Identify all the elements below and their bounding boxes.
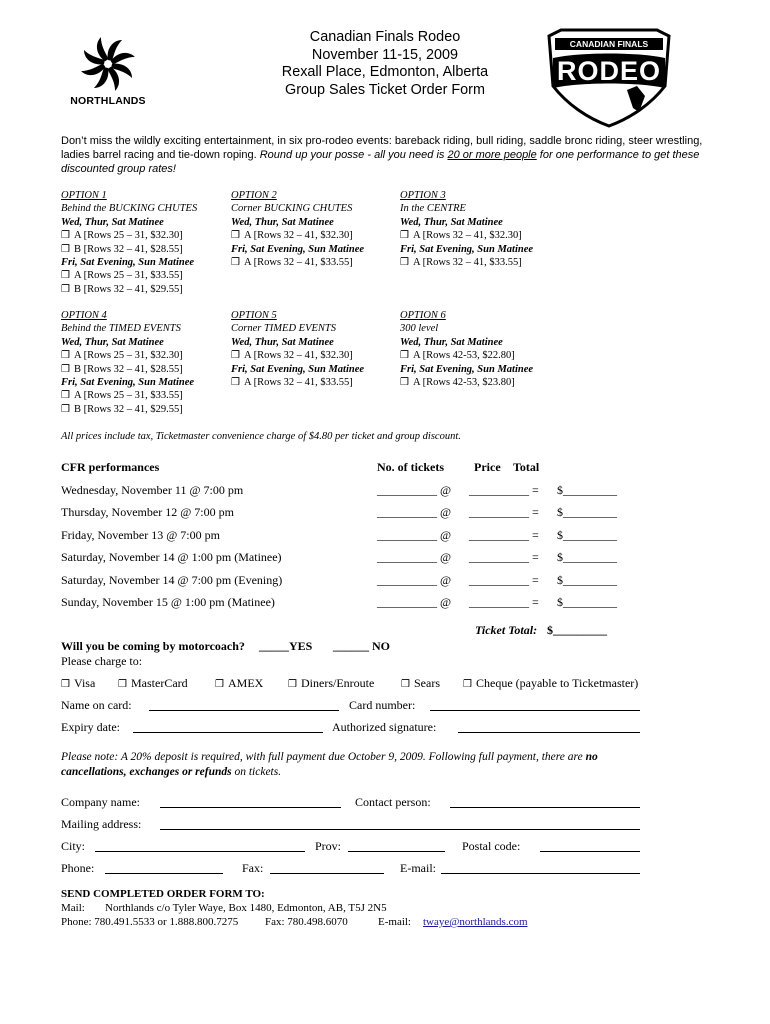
tickets-field[interactable]: __________ @ bbox=[377, 527, 452, 542]
option-seat-label: A [Rows 25 – 31, $33.55] bbox=[74, 390, 183, 402]
total-field[interactable]: $_________ bbox=[557, 505, 617, 520]
name-on-card-field[interactable] bbox=[149, 699, 339, 711]
option-seat-label: A [Rows 32 – 41, $32.30] bbox=[413, 230, 522, 242]
send-fax: Fax: 780.498.6070 bbox=[265, 916, 348, 928]
performance-row bbox=[61, 483, 661, 501]
price-field[interactable]: __________ = bbox=[469, 572, 539, 587]
payment-option-label: Diners/Enroute bbox=[301, 676, 375, 690]
form-title: Group Sales Ticket Order Form bbox=[285, 81, 485, 98]
send-heading: SEND COMPLETED ORDER FORM TO: bbox=[61, 888, 265, 900]
total-field[interactable]: $_________ bbox=[557, 595, 617, 609]
deposit-note-end: on tickets. bbox=[231, 766, 282, 778]
ticket-total-field[interactable]: $_________ bbox=[547, 623, 607, 637]
event-venue: Rexall Place, Edmonton, Alberta bbox=[281, 64, 489, 80]
checkbox-icon[interactable]: ❒ bbox=[61, 363, 70, 375]
city-label: City: bbox=[61, 839, 86, 853]
payment-option[interactable] bbox=[463, 676, 638, 691]
tickets-field[interactable]: __________ @ bbox=[377, 505, 452, 520]
phone-field[interactable] bbox=[105, 862, 223, 874]
price-field[interactable]: __________ = bbox=[469, 483, 539, 497]
authorized-signature-field[interactable] bbox=[458, 721, 640, 733]
payment-option[interactable] bbox=[288, 676, 374, 691]
payment-option[interactable] bbox=[215, 676, 263, 691]
checkbox-icon[interactable]: ❒ bbox=[400, 350, 409, 362]
checkbox-icon[interactable]: ❒ bbox=[463, 679, 472, 690]
tickets-field[interactable]: __________ @ bbox=[377, 483, 452, 497]
payment-option[interactable] bbox=[61, 676, 95, 691]
option-subtitle: Corner TIMED EVENTS bbox=[231, 323, 336, 335]
option-title: OPTION 6 bbox=[400, 310, 446, 321]
checkbox-icon[interactable]: ❒ bbox=[215, 679, 224, 690]
option-seat-choice[interactable] bbox=[400, 376, 533, 389]
option-subtitle: Behind the BUCKING CHUTES bbox=[61, 203, 198, 215]
checkbox-icon[interactable]: ❒ bbox=[61, 350, 70, 362]
option-day-group: Wed, Thur, Sat Matinee bbox=[400, 336, 503, 348]
option-seat-choice[interactable] bbox=[61, 283, 197, 296]
charge-label: Please charge to: bbox=[61, 654, 143, 668]
option-seat-label: B [Rows 32 – 41, $29.55] bbox=[74, 283, 183, 295]
checkbox-icon[interactable]: ❒ bbox=[118, 679, 127, 690]
mailing-address-field[interactable] bbox=[160, 818, 640, 830]
checkbox-icon[interactable]: ❒ bbox=[61, 270, 70, 282]
col-performance-header: CFR performances bbox=[61, 460, 160, 474]
option-day-group: Fri, Sat Evening, Sun Matinee bbox=[61, 257, 195, 269]
option-seat-choice[interactable] bbox=[61, 403, 194, 416]
checkbox-icon[interactable]: ❒ bbox=[61, 679, 70, 690]
checkbox-icon[interactable]: ❒ bbox=[61, 390, 70, 402]
tickets-field[interactable]: __________ @ bbox=[377, 550, 452, 565]
postal-code-label: Postal code: bbox=[462, 839, 521, 853]
option-seat-label: A [Rows 25 – 31, $33.55] bbox=[74, 270, 183, 282]
authorized-signature-label: Authorized signature: bbox=[332, 720, 437, 734]
total-field[interactable]: $_________ bbox=[557, 483, 617, 497]
option-3 bbox=[400, 189, 533, 269]
email-field[interactable] bbox=[441, 862, 640, 874]
payment-option[interactable] bbox=[401, 676, 440, 691]
option-subtitle: Corner BUCKING CHUTES bbox=[231, 203, 353, 215]
send-phone: Phone: 780.491.5533 or 1.888.800.7275 bbox=[61, 916, 239, 928]
prov-label: Prov: bbox=[315, 839, 342, 853]
col-total-header: Total bbox=[513, 460, 540, 474]
option-seat-choice[interactable] bbox=[400, 229, 533, 242]
badge-top-text: CANADIAN FINALS bbox=[569, 39, 649, 49]
option-title: OPTION 3 bbox=[400, 190, 446, 201]
checkbox-icon[interactable]: ❒ bbox=[401, 679, 410, 690]
ticket-total-label: Ticket Total: bbox=[475, 623, 538, 637]
checkbox-icon[interactable]: ❒ bbox=[231, 377, 240, 389]
payment-option-label: AMEX bbox=[228, 676, 264, 690]
performance-name: Saturday, November 14 @ 1:00 pm (Matinee) bbox=[61, 550, 282, 565]
payment-option[interactable] bbox=[118, 676, 188, 691]
phone-label: Phone: bbox=[61, 861, 95, 875]
checkbox-icon[interactable]: ❒ bbox=[61, 230, 70, 242]
option-seat-choice[interactable] bbox=[61, 229, 197, 242]
email-label: E-mail: bbox=[400, 861, 436, 875]
checkbox-icon[interactable]: ❒ bbox=[400, 257, 409, 269]
city-field[interactable] bbox=[95, 840, 305, 852]
performance-name: Sunday, November 15 @ 1:00 pm (Matinee) bbox=[61, 595, 275, 609]
prov-field[interactable] bbox=[348, 840, 445, 852]
option-seat-label: A [Rows 32 – 41, $32.30] bbox=[244, 350, 353, 362]
option-title: OPTION 1 bbox=[61, 190, 107, 201]
performance-name: Thursday, November 12 @ 7:00 pm bbox=[61, 505, 234, 520]
contact-person-field[interactable] bbox=[450, 796, 640, 808]
company-name-field[interactable] bbox=[160, 796, 341, 808]
option-seat-choice[interactable] bbox=[231, 229, 364, 242]
option-title: OPTION 2 bbox=[231, 190, 277, 201]
intro-italic-end: for one performance to get these discounted group rates! bbox=[61, 149, 700, 175]
col-price-header: Price bbox=[474, 460, 501, 474]
option-day-group: Fri, Sat Evening, Sun Matinee bbox=[231, 243, 365, 255]
deposit-note-text: Please note: A 20% deposit is required, with full payment due October 9, 2009. Following full payment, there are bbox=[61, 751, 586, 763]
tickets-field[interactable]: __________ @ bbox=[377, 572, 452, 587]
mailing-address-label: Mailing address: bbox=[61, 817, 142, 831]
option-seat-label: B [Rows 32 – 41, $28.55] bbox=[74, 243, 183, 255]
option-seat-label: A [Rows 25 – 31, $32.30] bbox=[74, 230, 183, 242]
checkbox-icon[interactable]: ❒ bbox=[400, 377, 409, 389]
option-seat-label: A [Rows 32 – 41, $33.55] bbox=[413, 257, 522, 269]
fax-field[interactable] bbox=[270, 862, 384, 874]
checkbox-icon[interactable]: ❒ bbox=[231, 257, 240, 269]
option-seat-choice[interactable] bbox=[61, 349, 194, 362]
option-subtitle: Behind the TIMED EVENTS bbox=[61, 323, 181, 335]
rodeo-logo bbox=[541, 26, 677, 128]
checkbox-icon[interactable]: ❒ bbox=[61, 283, 70, 295]
performance-name: Wednesday, November 11 @ 7:00 pm bbox=[61, 483, 244, 497]
payment-option-label: MasterCard bbox=[131, 676, 188, 690]
option-day-group: Wed, Thur, Sat Matinee bbox=[231, 336, 334, 348]
col-tickets-header: No. of tickets bbox=[377, 460, 444, 474]
payment-option-label: Visa bbox=[74, 676, 96, 690]
price-field[interactable]: __________ = bbox=[469, 505, 539, 520]
option-seat-label: A [Rows 42-53, $22.80] bbox=[413, 350, 515, 362]
checkbox-icon[interactable]: ❒ bbox=[288, 679, 297, 690]
intro-text: Don’t miss the wildly exciting entertainment, in six pro-rodeo events: bareback riding, bull riding, saddle bronc riding, steer wrestling, ladies barrel racing and tie-down roping. bbox=[61, 135, 703, 161]
payment-option-label: Sears bbox=[414, 676, 440, 690]
payment-option-label: Cheque (payable to Ticketmaster) bbox=[476, 676, 639, 690]
option-2 bbox=[231, 189, 364, 269]
expiry-date-field[interactable] bbox=[133, 721, 323, 733]
option-seat-label: A [Rows 32 – 41, $33.55] bbox=[244, 377, 353, 389]
option-seat-label: B [Rows 32 – 41, $29.55] bbox=[74, 403, 183, 415]
checkbox-icon[interactable]: ❒ bbox=[231, 230, 240, 242]
event-name: Canadian Finals Rodeo bbox=[309, 29, 461, 45]
option-day-group: Fri, Sat Evening, Sun Matinee bbox=[231, 363, 365, 375]
company-name-label: Company name: bbox=[61, 795, 140, 809]
tickets-field[interactable]: __________ @ bbox=[377, 595, 452, 609]
performance-name: Saturday, November 14 @ 7:00 pm (Evening) bbox=[61, 572, 283, 587]
option-seat-choice[interactable] bbox=[400, 256, 533, 269]
prices-note: All prices include tax, Ticketmaster convenience charge of $4.80 per ticket and group discount. bbox=[61, 431, 461, 442]
option-day-group: Wed, Thur, Sat Matinee bbox=[400, 216, 503, 228]
performance-name: Friday, November 13 @ 7:00 pm bbox=[61, 527, 220, 542]
deposit-note bbox=[61, 750, 661, 780]
option-seat-label: A [Rows 25 – 31, $32.30] bbox=[74, 350, 183, 362]
motorcoach-question: Will you be coming by motorcoach? bbox=[61, 639, 245, 653]
option-subtitle: In the CENTRE bbox=[400, 203, 466, 215]
send-mail-label: Mail: bbox=[61, 902, 85, 914]
performance-row bbox=[61, 573, 661, 591]
motorcoach-yes[interactable]: _____YES bbox=[259, 639, 313, 653]
total-field[interactable]: $_________ bbox=[557, 550, 617, 565]
checkbox-icon[interactable]: ❒ bbox=[231, 350, 240, 362]
option-day-group: Wed, Thur, Sat Matinee bbox=[61, 336, 164, 348]
intro-underline: 20 or more people bbox=[447, 149, 537, 161]
intro-paragraph bbox=[61, 134, 721, 176]
option-seat-label: A [Rows 32 – 41, $33.55] bbox=[244, 257, 353, 269]
option-subtitle: 300 level bbox=[400, 323, 439, 335]
option-day-group: Fri, Sat Evening, Sun Matinee bbox=[400, 363, 534, 375]
contact-person-label: Contact person: bbox=[355, 795, 431, 809]
send-email-label: E-mail: bbox=[378, 916, 411, 928]
option-1 bbox=[61, 189, 197, 296]
option-seat-choice[interactable] bbox=[231, 349, 364, 362]
performance-row bbox=[61, 595, 661, 613]
option-seat-choice[interactable] bbox=[61, 243, 197, 256]
send-email-link[interactable]: twaye@northlands.com bbox=[423, 916, 528, 928]
option-6 bbox=[400, 309, 533, 389]
option-seat-choice[interactable] bbox=[61, 389, 194, 402]
total-field[interactable]: $_________ bbox=[557, 572, 617, 587]
option-seat-choice[interactable] bbox=[400, 349, 533, 362]
checkbox-icon[interactable]: ❒ bbox=[61, 403, 70, 415]
motorcoach-no[interactable]: ______ NO bbox=[333, 639, 390, 653]
checkbox-icon[interactable]: ❒ bbox=[61, 243, 70, 255]
option-seat-label: A [Rows 42-53, $23.80] bbox=[413, 377, 515, 389]
option-5 bbox=[231, 309, 364, 389]
org-logo-text: NORTHLANDS bbox=[70, 95, 146, 107]
intro-italic: Round up your posse - all you need is bbox=[259, 149, 448, 161]
option-seat-choice[interactable] bbox=[231, 376, 364, 389]
option-title: OPTION 4 bbox=[61, 310, 107, 321]
deposit-note-bold: no cancellations, exchanges or refunds bbox=[61, 751, 598, 778]
option-title: OPTION 5 bbox=[231, 310, 277, 321]
option-day-group: Fri, Sat Evening, Sun Matinee bbox=[400, 243, 534, 255]
option-day-group: Fri, Sat Evening, Sun Matinee bbox=[61, 377, 195, 389]
price-field[interactable]: __________ = bbox=[469, 550, 539, 565]
postal-code-field[interactable] bbox=[540, 840, 640, 852]
option-seat-choice[interactable] bbox=[231, 256, 364, 269]
price-field[interactable]: __________ = bbox=[469, 595, 539, 609]
checkbox-icon[interactable]: ❒ bbox=[400, 230, 409, 242]
price-field[interactable]: __________ = bbox=[469, 527, 539, 542]
send-mail-value: Northlands c/o Tyler Waye, Box 1480, Edmonton, AB, T5J 2N5 bbox=[105, 902, 387, 914]
option-day-group: Wed, Thur, Sat Matinee bbox=[61, 216, 164, 228]
card-number-field[interactable] bbox=[430, 699, 640, 711]
option-day-group: Wed, Thur, Sat Matinee bbox=[231, 216, 334, 228]
option-seat-choice[interactable] bbox=[61, 269, 197, 282]
option-seat-choice[interactable] bbox=[61, 363, 194, 376]
option-seat-label: A [Rows 32 – 41, $32.30] bbox=[244, 230, 353, 242]
expiry-date-label: Expiry date: bbox=[61, 720, 120, 734]
event-dates: November 11-15, 2009 bbox=[311, 46, 459, 63]
performance-row bbox=[61, 528, 661, 546]
performance-row bbox=[61, 505, 661, 523]
option-seat-label: B [Rows 32 – 41, $28.55] bbox=[74, 363, 183, 375]
card-number-label: Card number: bbox=[349, 698, 416, 712]
badge-main-text: RODEO bbox=[556, 56, 661, 86]
option-4 bbox=[61, 309, 194, 416]
fax-label: Fax: bbox=[242, 861, 264, 875]
name-on-card-label: Name on card: bbox=[61, 698, 132, 712]
total-field[interactable]: $_________ bbox=[557, 527, 617, 542]
performance-row bbox=[61, 550, 661, 568]
